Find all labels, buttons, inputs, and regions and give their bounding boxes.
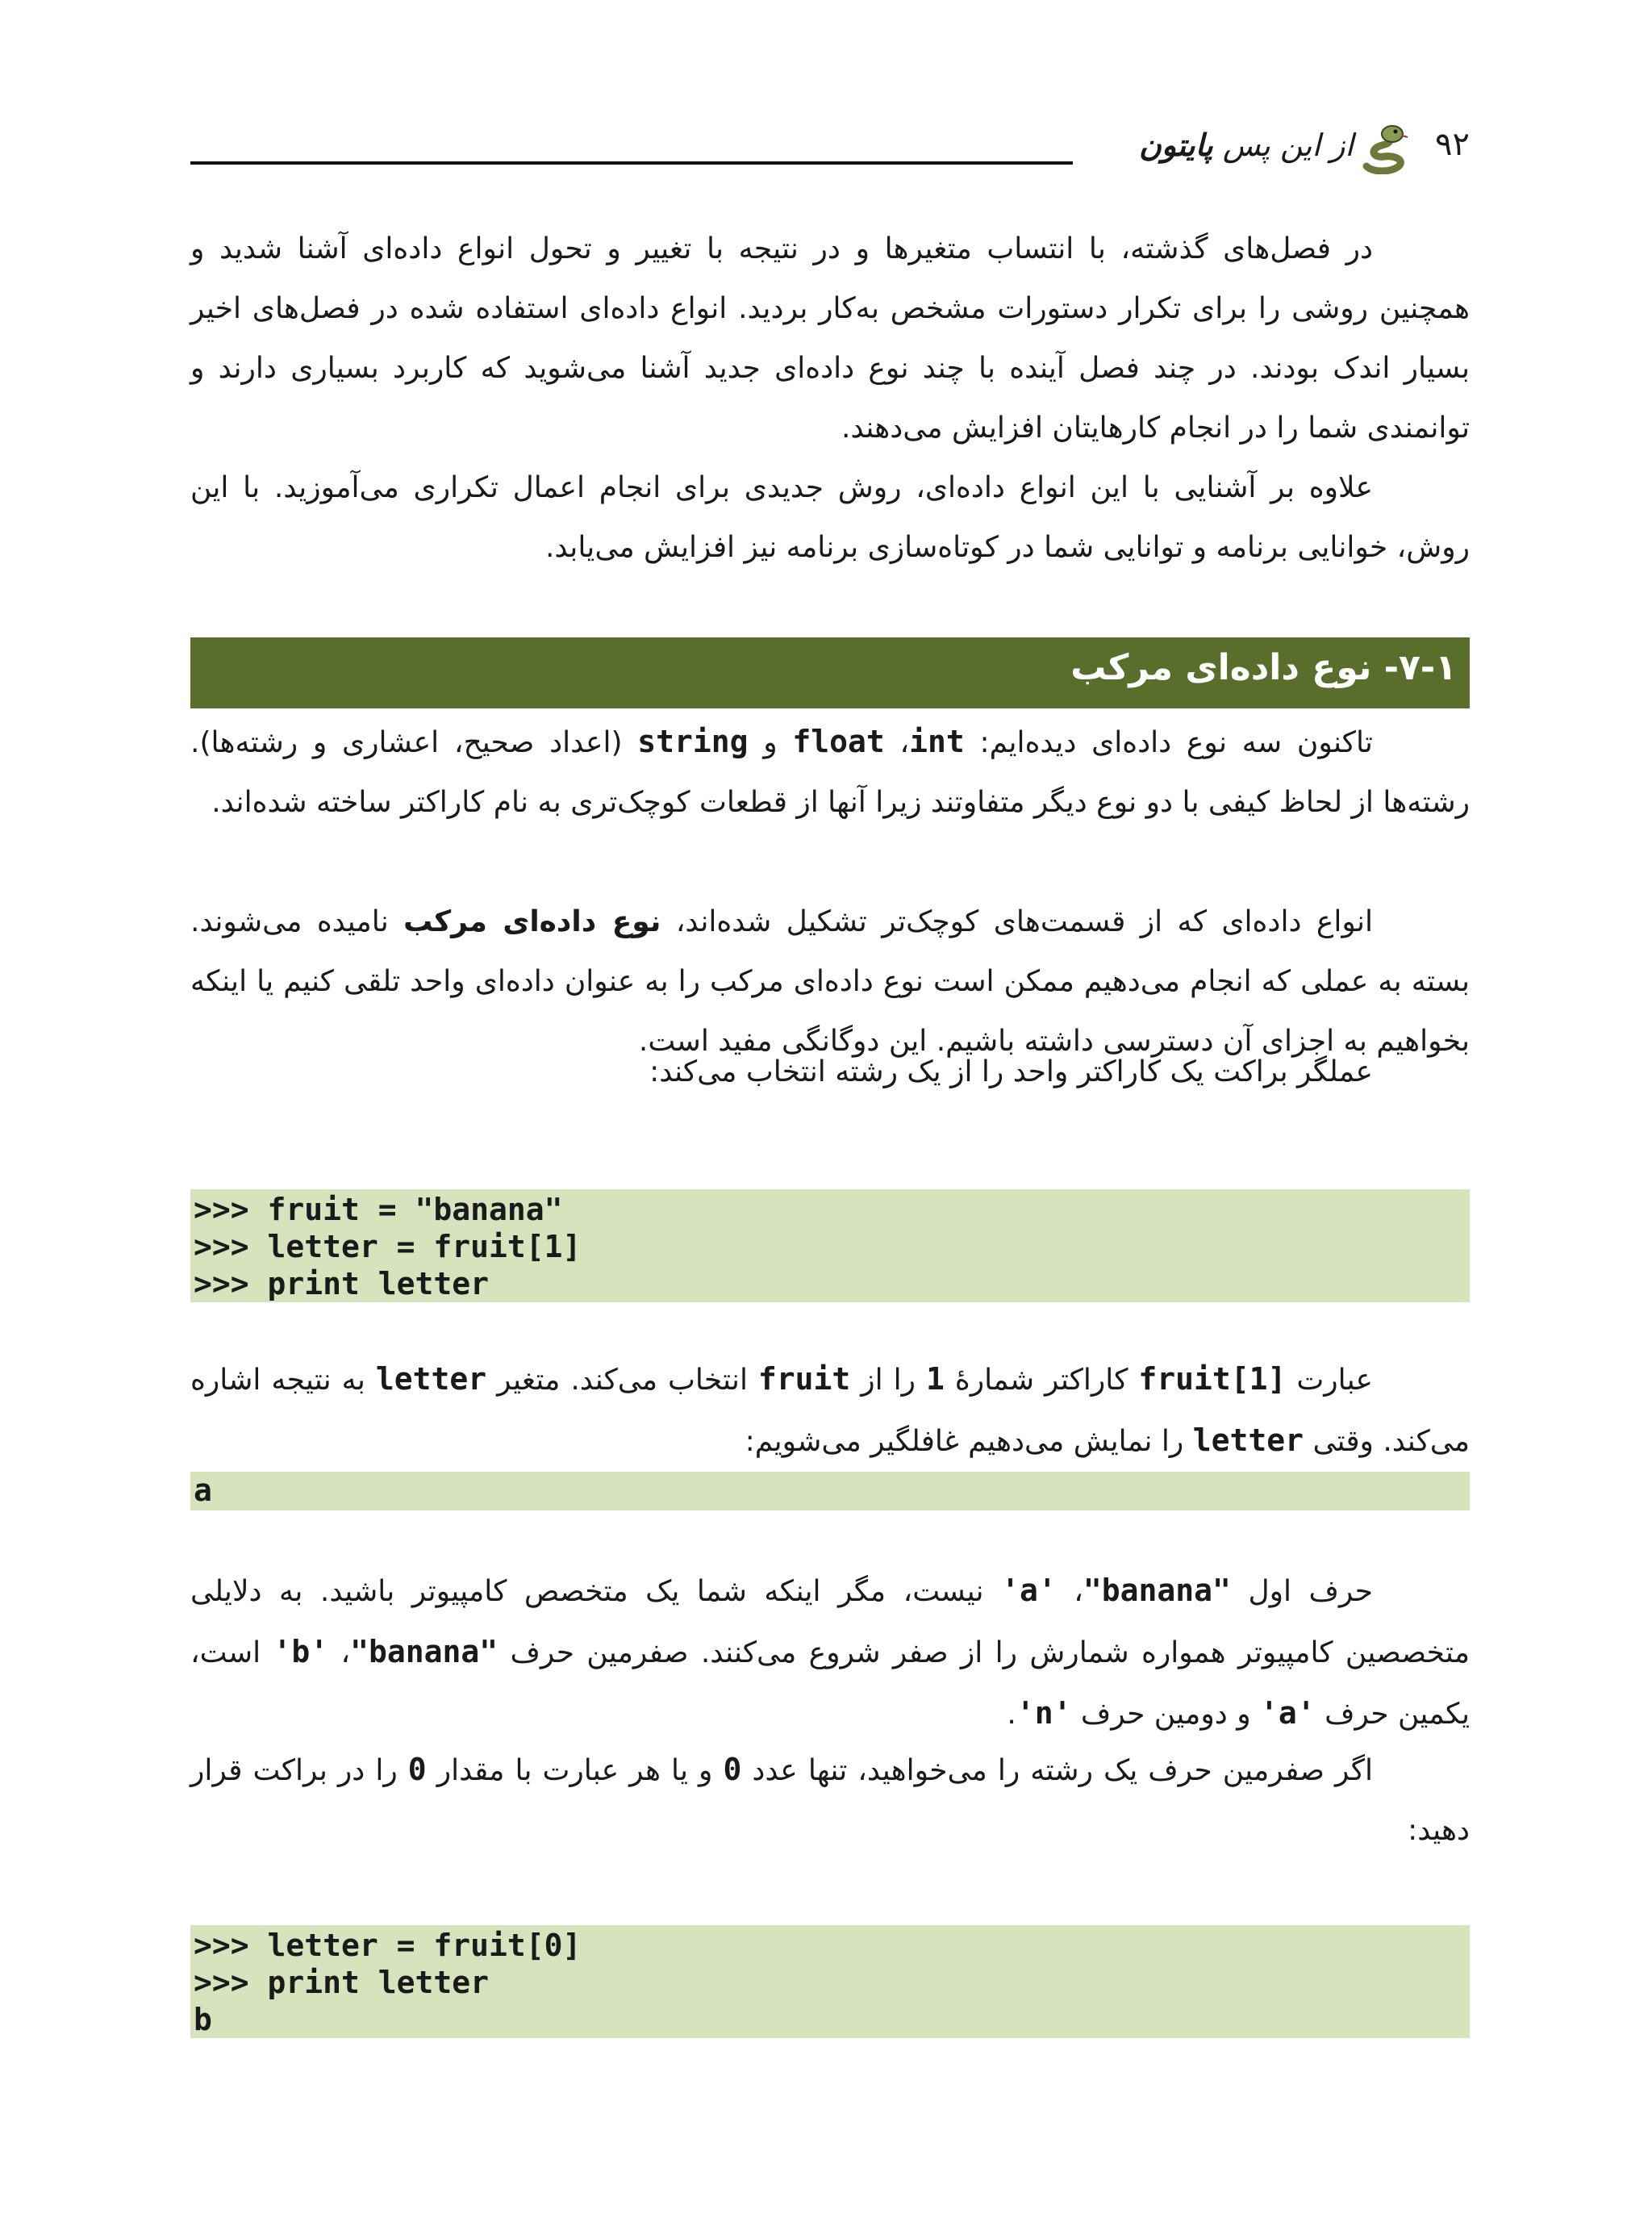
explanation-paragraph-2: [190, 1560, 1470, 1744]
book-title-prefix: از این پس: [1222, 127, 1354, 163]
code-fruit-index: fruit[1]: [1138, 1361, 1287, 1397]
code-line: >>> print letter: [194, 1965, 490, 2000]
code-line: >>> letter = fruit[0]: [194, 1928, 582, 1963]
code-letter: letter: [375, 1361, 487, 1397]
text-span: و یا هر عبارت با مقدار: [436, 1754, 713, 1787]
snake-icon: [1358, 123, 1410, 174]
text-span: و: [763, 726, 778, 759]
book-title: [1139, 127, 1354, 163]
text-span: حرف اول: [1248, 1575, 1373, 1608]
bold-term: نوع داده‌ای مرکب: [403, 905, 661, 938]
code-block-2: [190, 1925, 1470, 2038]
text-span: و دومین حرف: [1080, 1698, 1251, 1731]
code-string: string: [637, 724, 749, 759]
text-span: ،: [340, 1636, 351, 1669]
code-char-a: 'a': [1001, 1573, 1057, 1608]
intro-paragraph-2: علاوه بر آشنایی با این انواع داده‌ای، روش جدیدی برای انجام اعمال تکراری می‌آموزید. با این روش، خوانایی برنامه و توانایی شما در کوتاه‌سازی برنامه نیز افزایش می‌یابد.: [190, 471, 1470, 564]
code-line: >>> print letter: [194, 1266, 490, 1301]
text-span: را در براکت قرار دهید:: [190, 1754, 1470, 1847]
text-span: انواع داده‌ای که از قسمت‌های کوچک‌تر تشکیل شده‌اند،: [675, 905, 1373, 938]
text-span: را نمایش می‌دهیم غافلگیر می‌شویم:: [745, 1425, 1184, 1458]
code-float: float: [792, 724, 885, 759]
code-one: 1: [926, 1361, 945, 1397]
text-span: انتخاب می‌کند. متغیر: [497, 1364, 748, 1397]
page-number: ۹۲: [1435, 126, 1470, 163]
text-span: به نتیجه اشاره می‌کند. وقتی: [190, 1364, 1470, 1458]
text-span: تاکنون سه نوع داده‌ای دیده‌ایم:: [979, 726, 1373, 759]
code-zero: 0: [723, 1752, 742, 1787]
code-banana: "banana": [350, 1634, 499, 1669]
header-rule: [190, 161, 1073, 165]
output-block: [190, 1472, 1470, 1510]
text-span: نیست، مگر اینکه شما یک متخصص کامپیوتر باشید. به دلایلی متخصصین کامپیوتر همواره شمارش را از صفر شروع می‌کنند. صفرمین حرف: [190, 1575, 1471, 1669]
code-line: b: [194, 2002, 212, 2037]
code-banana: "banana": [1083, 1573, 1231, 1608]
section-heading-bar: [190, 637, 1470, 708]
text-span: ،: [899, 726, 910, 759]
text-span: نامیده می‌شوند. بسته به عملی که انجام می‌دهیم ممکن است نوع داده‌ای مرکب را به عنوان داده‌ای واحد تلقی کنیم یا اینکه بخواهیم به اجزای آن دسترسی داشته باشیم. این دوگانگی مفید است.: [190, 905, 1470, 1058]
text-span: را از: [861, 1364, 916, 1397]
book-title-main: پایتون: [1139, 127, 1213, 163]
text-span: (اعداد صحیح، اعشاری و رشته‌ها). رشته‌ها از لحاظ کیفی با دو نوع دیگر متفاوتند زیرا آنها از قطعات کوچک‌تری به نام کاراکتر ساخته شده‌اند.: [190, 726, 1470, 819]
code-fruit: fruit: [757, 1361, 851, 1397]
section-title: ۷-۱- نوع داده‌ای مرکب: [1070, 647, 1457, 688]
explanation-paragraph-3: [190, 1740, 1470, 1861]
text-span: کاراکتر شمارهٔ: [954, 1364, 1128, 1397]
text-span: ،: [1074, 1575, 1083, 1608]
code-char-b: 'b': [273, 1634, 329, 1669]
section-paragraph-1: [190, 712, 1470, 833]
section-paragraph-3: عملگر براکت یک کاراکتر واحد را از یک رشته انتخاب می‌کند:: [649, 1055, 1373, 1088]
text-span: .: [1007, 1698, 1016, 1731]
intro-paragraph-1: در فصل‌های گذشته، با انتساب متغیرها و در نتیجه با تغییر و تحول انواع داده‌ای آشنا شدید و همچنین روشی را برای تکرار دستورات مشخص به‌کار بردید. انواع داده‌ای استفاده شده در فصل‌های اخیر بسیار اندک بودند. در چند فصل آینده با چند نوع داده‌ای جدید آشنا می‌شوید که کاربرد بسیاری دارند و توانمندی شما را در انجام کارهایتان افزایش می‌دهند.: [190, 232, 1470, 445]
code-block-1: [190, 1189, 1470, 1302]
explanation-paragraph-1: [190, 1349, 1470, 1472]
code-char-a: 'a': [1260, 1695, 1316, 1731]
code-letter: letter: [1192, 1422, 1304, 1458]
code-line: >>> fruit = "banana": [194, 1192, 563, 1227]
output-line: a: [194, 1473, 212, 1508]
text-span: اگر صفرمین حرف یک رشته را می‌خواهید، تنها عدد: [752, 1754, 1373, 1787]
code-char-n: 'n': [1016, 1695, 1072, 1731]
code-int: int: [909, 724, 965, 759]
code-zero: 0: [407, 1752, 427, 1787]
text-span: است، یکمین حرف: [190, 1636, 1470, 1731]
text-span: عبارت: [1296, 1364, 1373, 1397]
code-line: >>> letter = fruit[1]: [194, 1229, 582, 1264]
page-header: [190, 121, 1470, 178]
